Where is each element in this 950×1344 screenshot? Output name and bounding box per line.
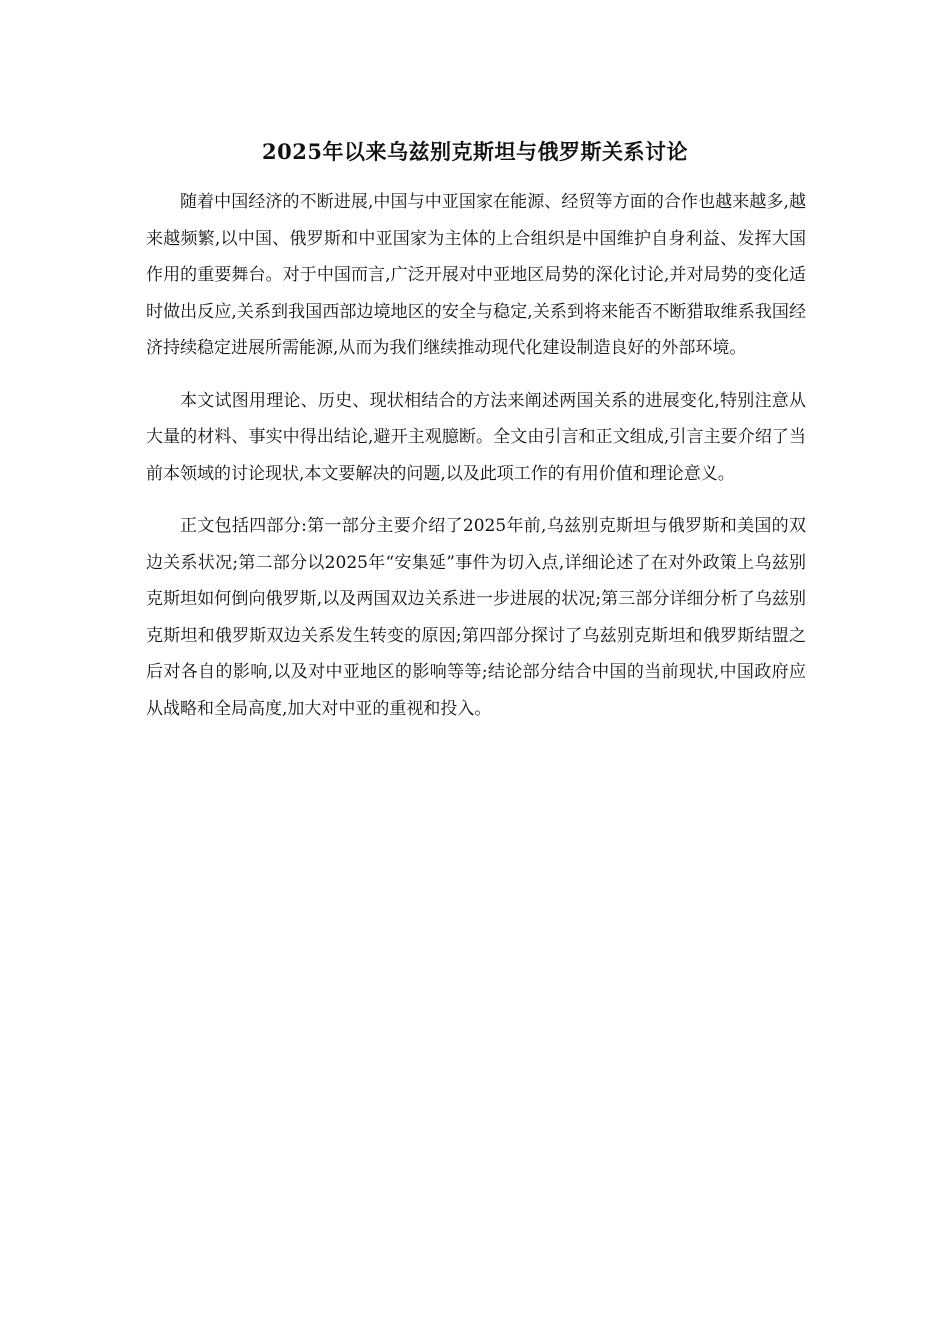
paragraph-method: 本文试图用理论、历史、现状相结合的方法来阐述两国关系的进展变化,特别注意从大量的材料、事实中得出结论,避开主观臆断。全文由引言和正文组成,引言主要介绍了当前本领域的讨论现状,本文要解决的问题,以及此项工作的有用价值和理论意义。 — [146, 390, 806, 484]
paragraph-structure: 正文包括四部分:第一部分主要介绍了2025年前,乌兹别克斯坦与俄罗斯和美国的双边关系状况;第二部分以2025年“安集延”事件为切入点,详细论述了在对外政策上乌兹别克斯坦如何倒向俄罗斯,以及两国双边关系进一步进展的状况;第三部分详细分析了乌兹别克斯坦和俄罗斯双边关系发生转变的原因;第四部分探讨了乌兹别克斯坦和俄罗斯结盟之后对各自的影响,以及对中亚地区的影响等等;结论部分结合中国的当前现状,中国政府应从战略和全局高度,加大对中亚的重视和投入。 — [146, 516, 806, 719]
document-body — [146, 184, 806, 743]
paragraph-intro: 随着中国经济的不断进展,中国与中亚国家在能源、经贸等方面的合作也越来越多,越来越频繁,以中国、俄罗斯和中亚国家为主体的上合组织是中国维护自身利益、发挥大国作用的重要舞台。对于中国而言,广泛开展对中亚地区局势的深化讨论,并对局势的变化适时做出反应,关系到我国西部边境地区的安全与稳定,关系到将来能否不断猎取维系我国经济持续稳定进展所需能源,从而为我们继续推动现代化建设制造良好的外部环境。 — [146, 192, 806, 358]
document-title: 2025年以来乌兹别克斯坦与俄罗斯关系讨论 — [262, 139, 688, 165]
